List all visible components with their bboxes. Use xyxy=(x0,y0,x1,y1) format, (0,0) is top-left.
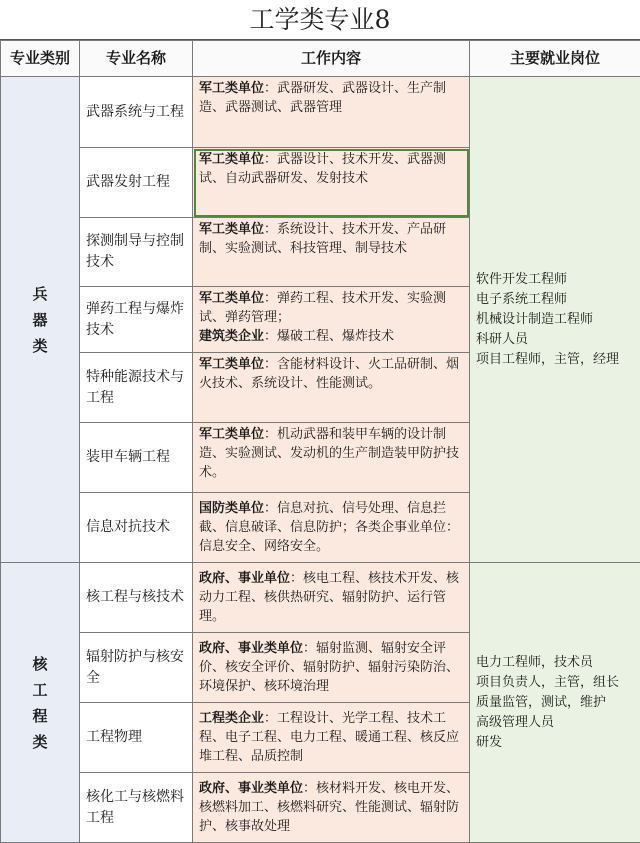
major-name: 辐射防护与核安全 xyxy=(80,633,193,703)
major-name: 探测制导与控制技术 xyxy=(80,218,193,287)
work-content xyxy=(193,773,470,843)
unit-label: 政府、事业类单位 xyxy=(199,781,303,796)
unit-label: 国防类单位 xyxy=(199,501,264,516)
unit-label: 军工类单位 xyxy=(199,81,264,96)
major-name: 弹药工程与爆炸技术 xyxy=(80,287,193,353)
work-content xyxy=(193,287,470,353)
work-content xyxy=(193,353,470,423)
majors-table xyxy=(0,40,640,843)
work-text: ：武器设计、技术开发、武器测试、自动武器研发、发射技术 xyxy=(199,152,446,186)
jobs-cell-weapons xyxy=(470,77,640,563)
category-char: 核 xyxy=(31,651,49,677)
unit-label: 政府、事业单位 xyxy=(199,571,290,586)
job-item: 项目负责人，主管，组长 xyxy=(476,673,634,693)
work-text: ：弹药工程、技术开发、实验测试、弹药管理； xyxy=(199,291,446,325)
category-char: 器 xyxy=(31,307,49,333)
jobs-cell-nuclear xyxy=(470,563,640,843)
header-work: 工作内容 xyxy=(193,41,470,77)
unit-label: 军工类单位 xyxy=(199,427,264,442)
major-name: 工程物理 xyxy=(80,703,193,773)
work-text: ：系统设计、技术开发、产品研制、实验测试、科技管理、制导技术 xyxy=(199,222,446,256)
work-content xyxy=(193,493,470,563)
unit-label: 军工类单位 xyxy=(199,152,264,167)
category-cell-weapons xyxy=(1,77,80,563)
unit-label: 军工类单位 xyxy=(199,357,264,372)
work-text: ：武器研发、武器设计、生产制造、武器测试、武器管理 xyxy=(199,81,446,115)
category-cell-nuclear xyxy=(1,563,80,843)
work-content-highlighted xyxy=(193,148,470,218)
category-char: 工 xyxy=(31,677,49,703)
category-char: 类 xyxy=(31,333,49,359)
table-row xyxy=(1,563,640,633)
job-item: 项目工程师，主管，经理 xyxy=(476,350,634,370)
major-name: 武器系统与工程 xyxy=(80,77,193,148)
work-text: ：含能材料设计、火工品研制、烟火技术、系统设计、性能测试。 xyxy=(199,357,459,391)
work-content xyxy=(193,563,470,633)
category-char: 程 xyxy=(31,703,49,729)
unit-label: 军工类单位 xyxy=(199,291,264,306)
work-text: ：工程设计、光学工程、技术工程、电子工程、电力工程、暖通工程、核反应堆工程、品质控制 xyxy=(199,711,459,764)
unit-label: 军工类单位 xyxy=(199,222,264,237)
major-name: 特种能源技术与工程 xyxy=(80,353,193,423)
work-content xyxy=(193,218,470,287)
major-name: 核工程与核技术 xyxy=(80,563,193,633)
header-row xyxy=(1,41,640,77)
job-item: 电力工程师，技术员 xyxy=(476,653,634,673)
job-item: 电子系统工程师 xyxy=(476,290,634,310)
work-text: ：核材料开发、核电开发、核燃料加工、核燃料研究、性能测试、辐射防护、核事故处理 xyxy=(199,781,459,834)
major-name: 武器发射工程 xyxy=(80,148,193,218)
job-item: 高级管理人员 xyxy=(476,713,634,733)
job-item: 质量监管，测试，维护 xyxy=(476,693,634,713)
work-text: ：核电工程、核技术开发、核动力工程、核供热研究、辐射防护、运行管理。 xyxy=(199,571,459,624)
job-item: 科研人员 xyxy=(476,330,634,350)
unit-label: 工程类企业 xyxy=(199,711,264,726)
table-row xyxy=(1,77,640,148)
category-char: 兵 xyxy=(31,281,49,307)
job-item: 软件开发工程师 xyxy=(476,270,634,290)
work-text: ：爆破工程、爆炸技术 xyxy=(264,329,394,344)
unit-label: 建筑类企业 xyxy=(199,329,264,344)
work-text: ：辐射监测、辐射安全评价、核安全评价、辐射防护、辐射污染防治、环境保护、核环境治理 xyxy=(199,641,459,694)
category-char: 类 xyxy=(31,729,49,755)
page-title: 工学类专业8 xyxy=(0,0,640,40)
work-content xyxy=(193,633,470,703)
work-text: ：信息对抗、信号处理、信息拦截、信息破译、信息防护；各类企事业单位：信息安全、网络安全。 xyxy=(199,501,459,554)
major-name: 信息对抗技术 xyxy=(80,493,193,563)
job-item: 研发 xyxy=(476,733,634,753)
header-major: 专业名称 xyxy=(80,41,193,77)
major-name: 核化工与核燃料工程 xyxy=(80,773,193,843)
header-category: 专业类别 xyxy=(1,41,80,77)
job-item: 机械设计制造工程师 xyxy=(476,310,634,330)
work-content xyxy=(193,423,470,493)
work-content xyxy=(193,703,470,773)
work-content xyxy=(193,77,470,148)
major-name: 装甲车辆工程 xyxy=(80,423,193,493)
unit-label: 政府、事业类单位 xyxy=(199,641,303,656)
header-jobs: 主要就业岗位 xyxy=(470,41,640,77)
work-text: ：机动武器和装甲车辆的设计制造、实验测试、发动机的生产制造装甲防护技术。 xyxy=(199,427,459,480)
